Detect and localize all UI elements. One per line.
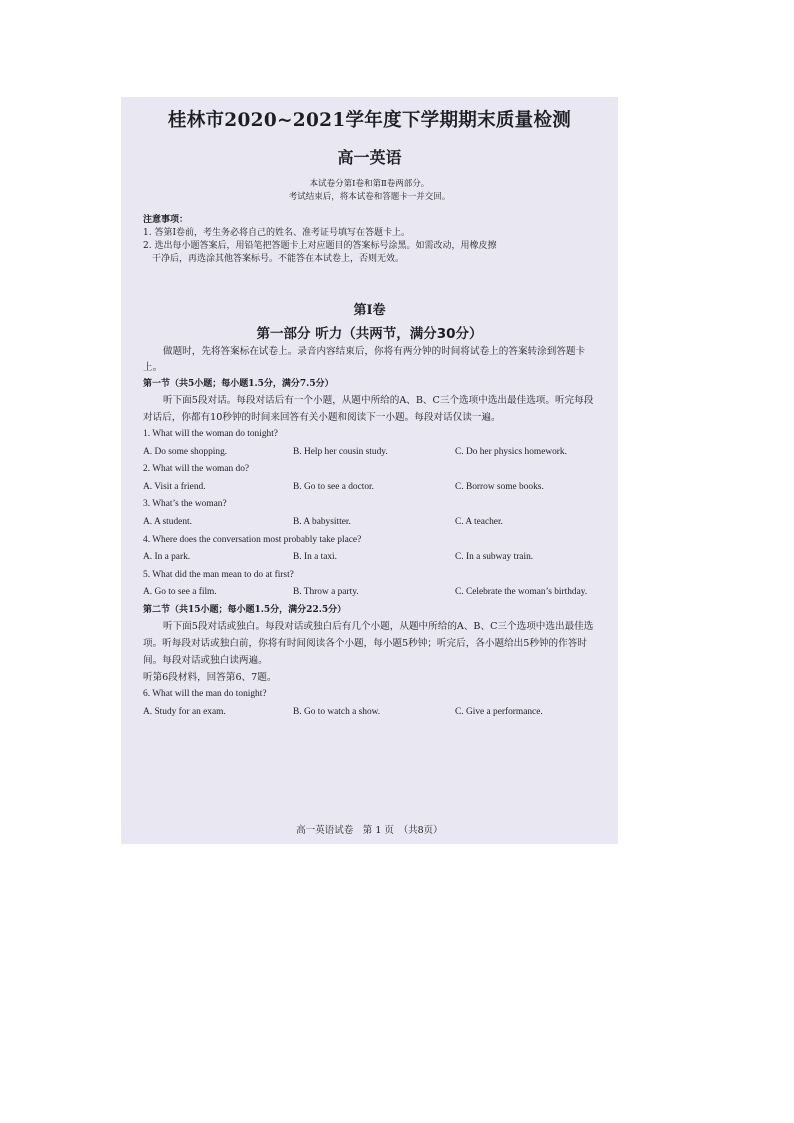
option-a: A. In a park. [143,552,191,563]
option-c: C. Celebrate the woman’s birthday. [455,587,588,598]
page-footer: 高一英语试卷 第 1 页 （共8页） [296,825,443,836]
question-text: 2. What will the woman do? [143,464,250,475]
option-b: B. Go to see a doctor. [293,481,374,492]
exam-intro [143,178,596,204]
option-a: A. Visit a friend. [143,481,206,492]
subject-title: 高一英语 [337,148,402,167]
question-text: 5. What did the man mean to do at first? [143,569,294,580]
section-description: 听下面5段对话。每段对话后有一个小题，从题中所给的A、B、C三个选项中选出最佳选项。听完每段对话后，你都有10秒钟的时间来回答有关小题和阅读下一小题。每段对话仅读一遍。 [143,395,594,423]
option-b: B. Throw a party. [293,587,359,598]
part-title: 第一部分 听力（共两节，满分30分） [256,326,483,342]
notice-list [143,227,596,266]
volume-title: 第Ⅰ卷 [353,303,386,318]
question-text: 3. What’s the woman? [143,499,227,510]
option-b: B. A babysitter. [293,516,351,527]
question-options [143,549,596,567]
option-a: A. Do some shopping. [143,446,228,457]
part-description: 做题时，先将答案标在试卷上。录音内容结束后，你将有两分钟的时间将试卷上的答案转涂到答题卡上。 [143,346,586,373]
section-heading: 第一节（共5小题；每小题1.5分，满分7.5分） [143,379,334,389]
option-c: C. Borrow some books. [455,481,544,492]
question-list [143,426,596,602]
material-note: 听第6段材料，回答第6、7题。 [143,671,277,683]
question-text: 6. What will the man do tonight? [143,688,267,699]
option-a: A. Go to see a film. [143,587,217,598]
intro-line: 考试结束后，将本试卷和答题卡一并交回。 [288,192,451,202]
option-b: B. Help her cousin study. [293,446,388,457]
notice-item: 2. 选出每小题答案后，用铅笔把答题卡上对应题目的答案标号涂黑。如需改动，用橡皮擦 [143,241,497,251]
intro-line: 本试卷分第Ⅰ卷和第Ⅱ卷两部分。 [309,179,430,189]
question-text: 4. Where does the conversation most probably take place? [143,534,362,545]
question-options [143,584,596,602]
notice-heading: 注意事项： [143,215,189,225]
question-options [143,704,596,722]
question-text: 1. What will the woman do tonight? [143,429,278,439]
section-heading: 第二节（共15小题；每小题1.5分，满分22.5分） [143,604,347,615]
option-b: B. Go to watch a show. [293,706,381,717]
exam-title: 桂林市2020~2021学年度下学期期末质量检测 [167,110,572,131]
exam-page [121,97,618,844]
option-b: B. In a taxi. [293,552,338,563]
question-options [143,514,596,532]
option-c: C. Do her physics homework. [455,446,567,457]
option-a: A. Study for an exam. [143,706,226,717]
option-c: C. A teacher. [455,516,503,527]
option-c: C. In a subway train. [455,552,534,563]
notice-item: 1. 答第Ⅰ卷前，考生务必将自己的姓名、准考证号填写在答题卡上。 [143,228,411,238]
section-description: 听下面5段对话或独白。每段对话或独白后有几个小题，从题中所给的A、B、C三个选项中选出最佳选项。听每段对话或独白前，你将有时间阅读各个小题，每小题5秒钟；听完后，各小题给出5秒钟的作答时间。每段对话或独白读两遍。 [143,620,594,666]
option-c: C. Give a performance. [455,706,543,717]
question-options [143,444,596,462]
option-a: A. A student. [143,516,192,527]
question-options [143,479,596,497]
notice-item: 干净后，再选涂其他答案标号。不能答在本试卷上，否则无效。 [152,254,405,264]
